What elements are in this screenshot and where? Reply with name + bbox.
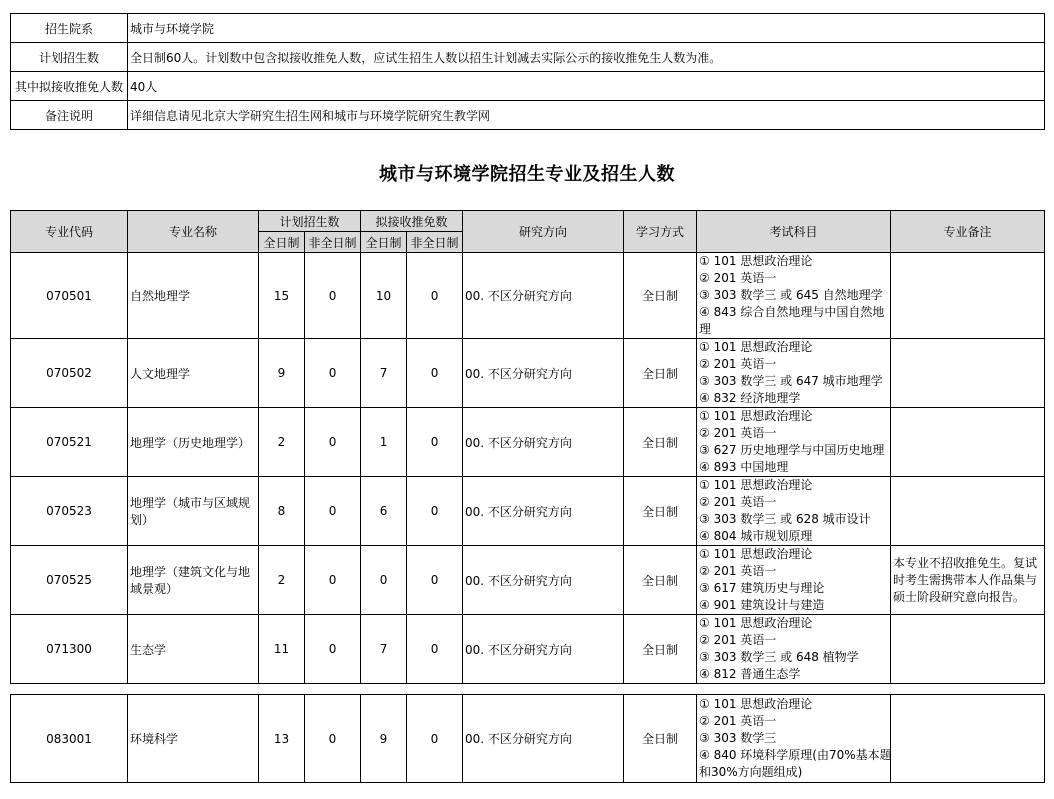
header-code: 专业代码 <box>11 211 128 253</box>
exam-subject: ② 201 英语一 <box>699 357 777 371</box>
info-row <box>11 101 1045 130</box>
major-code: 070521 <box>11 408 128 477</box>
major-code: 070501 <box>11 253 128 339</box>
major-name: 人文地理学 <box>128 339 259 408</box>
rec-full-time: 1 <box>361 408 407 477</box>
study-mode: 全日制 <box>624 253 697 339</box>
research-direction: 00. 不区分研究方向 <box>463 253 624 339</box>
info-value: 全日制60人。计划数中包含拟接收推免人数，应试生招生人数以招生计划减去实际公示的接收推免生人数为准。 <box>128 43 1045 72</box>
info-label: 招生院系 <box>11 14 128 43</box>
plan-full-time: 15 <box>259 253 305 339</box>
plan-part-time: 0 <box>305 253 361 339</box>
info-label: 其中拟接收推免人数 <box>11 72 128 101</box>
plan-part-time: 0 <box>305 615 361 684</box>
exam-subject: ④ 843 综合自然地理与中国自然地 <box>699 305 885 319</box>
plan-part-time: 0 <box>305 546 361 615</box>
header-study-mode: 学习方式 <box>624 211 697 253</box>
header-direction: 研究方向 <box>463 211 624 253</box>
section-title: 城市与环境学院招生专业及招生人数 <box>379 164 675 185</box>
exam-subject: 和30%方向题组成) <box>699 765 803 779</box>
major-table-continued <box>10 694 1045 783</box>
research-direction: 00. 不区分研究方向 <box>463 615 624 684</box>
exam-subjects <box>697 253 891 339</box>
rec-part-time: 0 <box>407 253 463 339</box>
major-code: 083001 <box>11 695 128 783</box>
plan-full-time: 9 <box>259 339 305 408</box>
exam-subject: ① 101 思想政治理论 <box>699 697 813 711</box>
exam-subjects <box>697 615 891 684</box>
rec-part-time: 0 <box>407 408 463 477</box>
table-row <box>11 339 1045 408</box>
rec-full-time: 0 <box>361 546 407 615</box>
exam-subject: ① 101 思想政治理论 <box>699 478 813 492</box>
exam-subjects <box>697 477 891 546</box>
exam-subject: ① 101 思想政治理论 <box>699 547 813 561</box>
exam-subject: ① 101 思想政治理论 <box>699 616 813 630</box>
plan-part-time: 0 <box>305 477 361 546</box>
major-remark <box>891 695 1045 783</box>
major-name: 生态学 <box>128 615 259 684</box>
rec-part-time: 0 <box>407 546 463 615</box>
exam-subject: ② 201 英语一 <box>699 564 777 578</box>
exam-subject: ① 101 思想政治理论 <box>699 409 813 423</box>
info-value: 城市与环境学院 <box>128 14 1045 43</box>
info-value: 40人 <box>128 72 1045 101</box>
study-mode: 全日制 <box>624 546 697 615</box>
exam-subject: ③ 303 数学三 或 645 自然地理学 <box>699 288 883 302</box>
major-name: 地理学（建筑文化与地域景观） <box>128 546 259 615</box>
major-remark <box>891 339 1045 408</box>
major-remark: 本专业不招收推免生。复试时考生需携带本人作品集与硕士阶段研究意向报告。 <box>891 546 1045 615</box>
major-code: 071300 <box>11 615 128 684</box>
exam-subject: ④ 832 经济地理学 <box>699 391 801 405</box>
info-table <box>10 13 1045 130</box>
major-remark <box>891 253 1045 339</box>
table-row <box>11 615 1045 684</box>
rec-full-time: 6 <box>361 477 407 546</box>
plan-part-time: 0 <box>305 408 361 477</box>
header-recommend: 拟接收推免数 <box>361 211 463 232</box>
major-remark <box>891 477 1045 546</box>
major-name: 自然地理学 <box>128 253 259 339</box>
exam-subjects <box>697 408 891 477</box>
plan-full-time: 11 <box>259 615 305 684</box>
major-code: 070525 <box>11 546 128 615</box>
exam-subject: ② 201 英语一 <box>699 633 777 647</box>
rec-full-time: 10 <box>361 253 407 339</box>
plan-part-time: 0 <box>305 339 361 408</box>
header-name: 专业名称 <box>128 211 259 253</box>
major-table <box>10 210 1045 684</box>
major-code: 070502 <box>11 339 128 408</box>
info-value: 详细信息请见北京大学研究生招生网和城市与环境学院研究生教学网 <box>128 101 1045 130</box>
rec-part-time: 0 <box>407 695 463 783</box>
table-row <box>11 408 1045 477</box>
study-mode: 全日制 <box>624 695 697 783</box>
info-label: 备注说明 <box>11 101 128 130</box>
header-plan-full-time: 全日制 <box>259 232 305 253</box>
table-row <box>11 477 1045 546</box>
exam-subject: ④ 893 中国地理 <box>699 460 789 474</box>
table-row <box>11 546 1045 615</box>
header-plan-part-time: 非全日制 <box>305 232 361 253</box>
research-direction: 00. 不区分研究方向 <box>463 339 624 408</box>
study-mode: 全日制 <box>624 615 697 684</box>
major-code: 070523 <box>11 477 128 546</box>
exam-subject: ③ 303 数学三 或 647 城市地理学 <box>699 374 883 388</box>
exam-subjects <box>697 339 891 408</box>
research-direction: 00. 不区分研究方向 <box>463 695 624 783</box>
header-plan: 计划招生数 <box>259 211 361 232</box>
plan-full-time: 8 <box>259 477 305 546</box>
rec-part-time: 0 <box>407 477 463 546</box>
exam-subject: ③ 627 历史地理学与中国历史地理 <box>699 443 885 457</box>
exam-subject: ① 101 思想政治理论 <box>699 254 813 268</box>
exam-subject: ① 101 思想政治理论 <box>699 340 813 354</box>
table-row <box>11 695 1045 783</box>
exam-subject: ④ 901 建筑设计与建造 <box>699 598 825 612</box>
exam-subject: ③ 617 建筑历史与理论 <box>699 581 825 595</box>
rec-full-time: 9 <box>361 695 407 783</box>
header-subjects: 考试科目 <box>697 211 891 253</box>
rec-full-time: 7 <box>361 339 407 408</box>
exam-subject: ② 201 英语一 <box>699 714 777 728</box>
info-row <box>11 43 1045 72</box>
research-direction: 00. 不区分研究方向 <box>463 546 624 615</box>
plan-full-time: 13 <box>259 695 305 783</box>
exam-subjects <box>697 695 891 783</box>
study-mode: 全日制 <box>624 477 697 546</box>
major-remark <box>891 615 1045 684</box>
research-direction: 00. 不区分研究方向 <box>463 477 624 546</box>
exam-subject: ④ 840 环境科学原理(由70%基本题 <box>699 748 892 762</box>
exam-subject: ② 201 英语一 <box>699 271 777 285</box>
info-row <box>11 72 1045 101</box>
exam-subject: ② 201 英语一 <box>699 426 777 440</box>
major-name: 地理学（历史地理学） <box>128 408 259 477</box>
rec-full-time: 7 <box>361 615 407 684</box>
header-remark: 专业备注 <box>891 211 1045 253</box>
header-rec-part-time: 非全日制 <box>407 232 463 253</box>
rec-part-time: 0 <box>407 339 463 408</box>
major-remark <box>891 408 1045 477</box>
exam-subject: ③ 303 数学三 或 648 植物学 <box>699 650 859 664</box>
research-direction: 00. 不区分研究方向 <box>463 408 624 477</box>
plan-full-time: 2 <box>259 546 305 615</box>
exam-subject: ④ 804 城市规划原理 <box>699 529 813 543</box>
info-row <box>11 14 1045 43</box>
info-label: 计划招生数 <box>11 43 128 72</box>
major-name: 环境科学 <box>128 695 259 783</box>
exam-subject: ③ 303 数学三 或 628 城市设计 <box>699 512 871 526</box>
header-rec-full-time: 全日制 <box>361 232 407 253</box>
exam-subject: ② 201 英语一 <box>699 495 777 509</box>
major-name: 地理学（城市与区域规划） <box>128 477 259 546</box>
rec-part-time: 0 <box>407 615 463 684</box>
study-mode: 全日制 <box>624 408 697 477</box>
exam-subject: ④ 812 普通生态学 <box>699 667 801 681</box>
exam-subject: ③ 303 数学三 <box>699 731 777 745</box>
plan-full-time: 2 <box>259 408 305 477</box>
exam-subjects <box>697 546 891 615</box>
table-row <box>11 253 1045 339</box>
study-mode: 全日制 <box>624 339 697 408</box>
plan-part-time: 0 <box>305 695 361 783</box>
exam-subject: 理 <box>699 322 712 336</box>
